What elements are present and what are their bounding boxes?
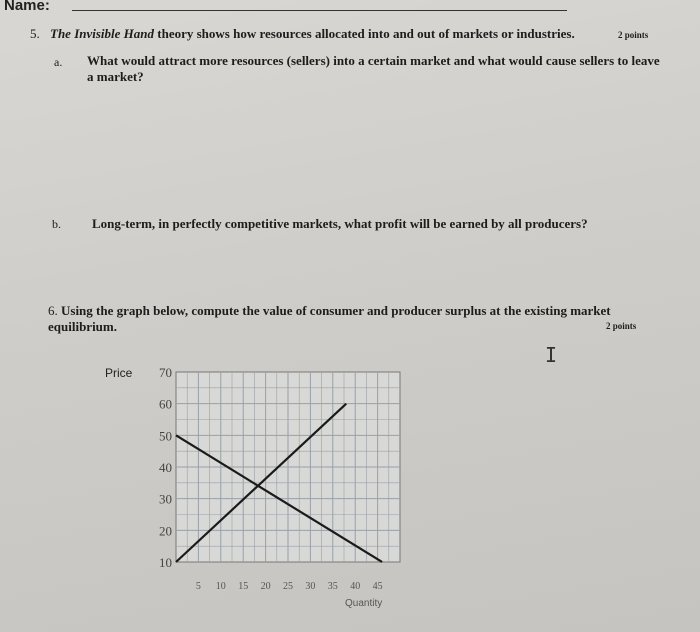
x-axis-label: Quantity xyxy=(345,598,383,609)
y-tick-label: 20 xyxy=(159,523,172,539)
question-6-number: 6. xyxy=(48,303,58,318)
y-axis-label: Price xyxy=(105,366,133,380)
part-a-question: What would attract more resources (sellers) into a certain market and what would cause sellers to leave a market? xyxy=(87,53,660,84)
question-5-text: theory shows how resources allocated into and out of markets or industries. xyxy=(154,26,575,41)
question-5-number: 5. xyxy=(30,26,40,41)
name-label: Name: xyxy=(4,0,50,14)
y-tick-label: 60 xyxy=(159,396,172,412)
y-tick-label: 10 xyxy=(159,555,172,570)
y-tick-label: 30 xyxy=(159,491,172,507)
x-tick-label: 10 xyxy=(215,581,226,592)
y-tick-label: 40 xyxy=(159,460,172,475)
part-b-question: Long-term, in perfectly competitive markets, what profit will be earned by all producers? xyxy=(92,216,588,231)
part-a-letter: a. xyxy=(54,55,63,69)
part-b-letter: b. xyxy=(52,217,61,231)
x-tick-label: 35 xyxy=(327,581,338,592)
question-5-points: 2 points xyxy=(618,30,649,40)
y-tick-label: 70 xyxy=(159,365,172,380)
x-tick-label: 30 xyxy=(305,581,316,592)
x-tick-label: 20 xyxy=(260,581,271,592)
x-tick-label: 15 xyxy=(238,581,249,592)
question-6-points: 2 points xyxy=(606,321,637,331)
text-cursor-icon: I xyxy=(545,343,558,367)
x-tick-label: 25 xyxy=(283,581,293,592)
x-tick-label: 45 xyxy=(372,581,383,592)
chart-grid xyxy=(176,372,400,562)
y-tick-label: 50 xyxy=(159,428,172,444)
x-tick-label: 40 xyxy=(350,581,361,592)
question-6-text: Using the graph below, compute the value of consumer and producer surplus at the existing market equilibrium. xyxy=(48,303,611,334)
question-5-title-italic: The Invisible Hand xyxy=(50,26,155,41)
x-tick-label: 5 xyxy=(195,581,201,592)
